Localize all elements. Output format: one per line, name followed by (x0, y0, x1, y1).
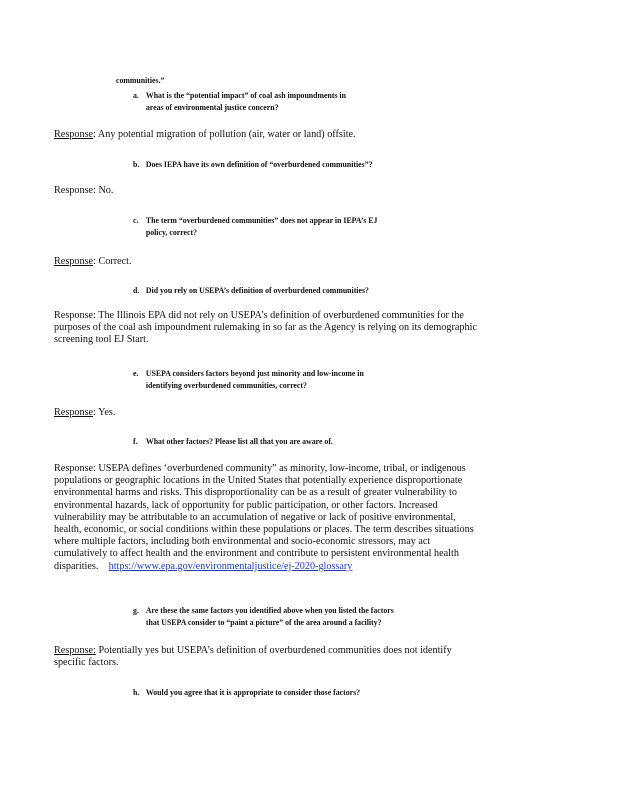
response-text: cumulatively to affect health and the environment and contribute to persistent environmental health (54, 548, 459, 560)
response-text: specific factors. (54, 657, 119, 669)
question-label: e. (133, 368, 139, 378)
question-label: b. (133, 159, 140, 169)
question-text: Would you agree that it is appropriate to consider those factors? (145, 687, 361, 697)
response-c: Response: Correct. (54, 256, 132, 267)
response-a: Response: Any potential migration of pollution (air, water or land) offsite. (54, 129, 356, 140)
question-d (133, 284, 369, 296)
response-text: No. (98, 185, 114, 196)
question-label: a. (133, 90, 139, 100)
response-text: purposes of the coal ash impoundment rulemaking in so far as the Agency is relying on its demographic (54, 322, 477, 334)
question-text: What other factors? Please list all that you are aware of. (145, 436, 333, 446)
question-label: g. (133, 605, 139, 615)
response-text: vulnerability may be attributable to an accumulation of negative or lack of positive environmental, (54, 511, 456, 523)
question-text: USEPA considers factors beyond just minority and low-income in (145, 368, 364, 378)
response-text: where multiple factors, including both environmental and socio-economic stressors, may act (54, 536, 431, 548)
response-text: screening tool EJ Start. (54, 334, 149, 346)
response-label: Response: (54, 645, 96, 656)
response-b: Response: No. (54, 185, 114, 196)
question-text-cont: policy, correct? (145, 227, 197, 237)
question-f (133, 435, 333, 447)
response-text: Correct. (98, 256, 132, 267)
response-label: Response (54, 407, 94, 418)
response-f (54, 463, 574, 573)
question-g (133, 604, 394, 628)
question-text: Are these the same factors you identified above when you listed the factors (145, 605, 394, 615)
question-text-cont: areas of environmental justice concern? (145, 102, 279, 112)
question-text: What is the “potential impact” of coal ash impoundments in (145, 90, 346, 100)
response-text: Response: USEPA defines ‘overburdened community” as minority, low-income, tribal, or indigenous (54, 463, 466, 474)
question-a (133, 89, 455, 113)
question-h (133, 686, 360, 698)
question-label: f. (133, 436, 138, 446)
response-text: Yes. (98, 407, 116, 418)
question-text: Does IEPA have its own definition of “overburdened communities”? (145, 159, 373, 169)
question-text: Did you rely on USEPA’s definition of overburdened communities? (145, 285, 369, 295)
question-c (133, 214, 377, 238)
response-e: Response: Yes. (54, 407, 116, 418)
response-text: environmental hazards, lack of opportunity for public participation, or other factors. Increased (54, 499, 438, 511)
response-label: Response (54, 129, 94, 140)
response-text: health, economic, or social conditions within these populations or places. The term describes situations (54, 524, 474, 536)
question-text-cont: identifying overburdened communities, correct? (145, 380, 307, 390)
question-b (133, 158, 373, 170)
response-text: disparities. (54, 560, 99, 572)
response-text: populations or geographic locations in the United States that potentially experience disproportionate (54, 475, 463, 487)
question-label: c. (133, 215, 139, 225)
question-e (133, 367, 364, 391)
response-text: Potentially yes but USEPA’s definition of overburdened communities does not identify (95, 645, 452, 656)
glossary-link[interactable]: https://www.epa.gov/environmentaljustice/ej-2020-glossary (108, 560, 353, 572)
question-text: The term “overburdened communities” does not appear in IEPA’s EJ (145, 215, 378, 225)
response-g (54, 645, 452, 669)
continued-question-text: communities.” (116, 75, 165, 85)
response-label: Response (54, 185, 94, 196)
response-label: Response (54, 256, 94, 267)
response-text: environmental harms and risks. This disproportionality can be as a result of greater vulnerability to (54, 487, 457, 499)
response-d (54, 310, 477, 347)
response-text: Any potential migration of pollution (air, water or land) offsite. (97, 129, 356, 140)
response-text: Response: The Illinois EPA did not rely on USEPA’s definition of overburdened communities for the (54, 310, 464, 321)
question-text-cont: that USEPA consider to “paint a picture” of the area around a facility? (145, 617, 382, 627)
question-label: h. (133, 687, 140, 697)
question-label: d. (133, 285, 140, 295)
